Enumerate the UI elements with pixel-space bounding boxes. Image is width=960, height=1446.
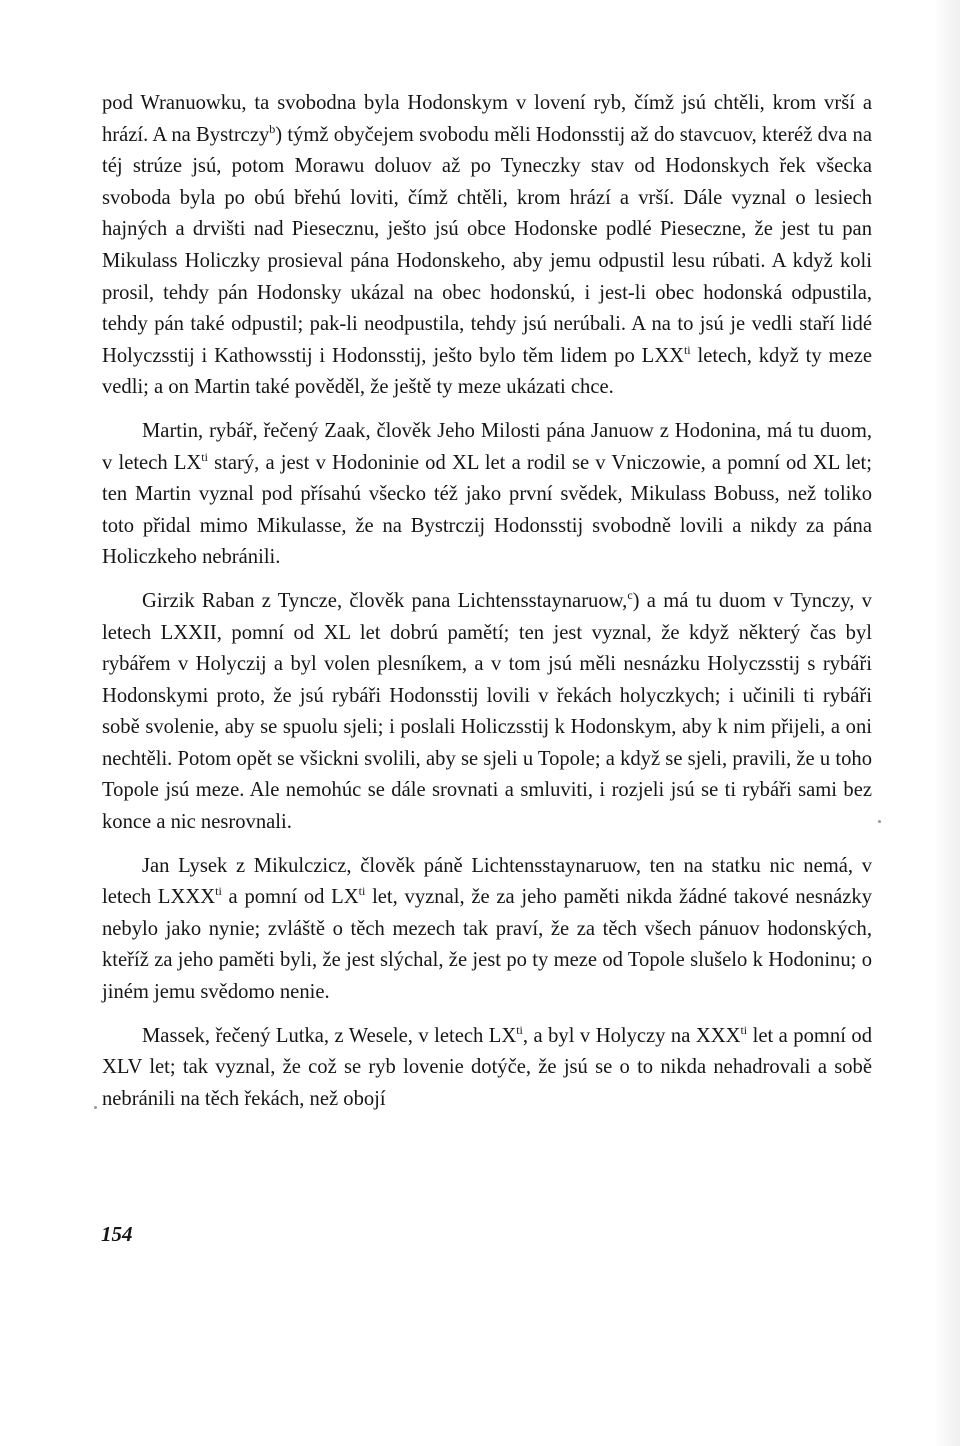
text-run: ) a má tu duom v Tynczy, v letech LXXII, pomní od XL let dobrú pamětí; ten jest vyznal, že když některý čas byl rybářem v Holyczij a byl volen plesníkem, a v tom jsú měli nesnázku Holyczsstij s rybáři Hodonskymi proto, že jsú rybáři Hodonsstij lovili v řekách holyczkych; i učinili ti rybáři sobě svolenie, aby se spuolu sjeli; i poslali Holiczsstij k Hodonskym, aby k nim přijeli, a oni nechtěli. Potom opět se všickni svolili, aby se sjeli u Topole; a když se sjeli, pravili, že u toho Topole jsú meze. Ale nemohúc se dále srovnati a smluviti, i rozjeli jsú se ti rybáři sami bez konce a nic nesrovnali. — [102, 589, 872, 834]
text-run: Jan Lysek z Mikulczicz, člověk páně Lichtensstaynaruow, ten na statku nic nemá, v letech LXXX — [102, 854, 872, 909]
text-run: Girzik Raban z Tyncze, člověk pana Lichtensstaynaruow, — [142, 589, 628, 612]
text-run: a pomní od LX — [221, 886, 359, 909]
text-run: , a byl v Holyczy na XXX — [522, 1024, 741, 1047]
superscript-mark: ti — [358, 884, 366, 899]
paragraph — [102, 88, 872, 404]
paper-speck — [878, 820, 881, 823]
superscript-mark: ti — [740, 1022, 748, 1037]
paragraph — [102, 1021, 872, 1116]
text-run: Massek, řečený Lutka, z Wesele, v letech LX — [142, 1024, 517, 1047]
text-run: Martin, rybář, řečený Zaak, člověk Jeho Milosti pána Januow z Hodonina, má tu duom, v letech LX — [102, 419, 872, 474]
paper-speck — [94, 1106, 97, 1109]
text-run: ) týmž obyčejem svobodu měli Hodonsstij až do stavcuov, kteréž dva na téj strúze jsú, potom Morawu doluov až po Tyneczky stav od Hodonskych řek všecka svoboda byla po obú břehú loviti, čímž chtěli, krom hrází a vrší. Dále vyznal o lesiech hajných a drvišti nad Piesecznu, ješto jsú obce Hodonske podlé Pieseczne, že jest tu pan Mikulass Holiczky prosieval pána Hodonskeho, aby jemu odpustil lesu rúbati. A když koli prosil, tehdy pán Hodonsky ukázal na obec hodonskú, i jest-li obec hodonská odpustila, tehdy pán také odpustil; pak-li neodpustila, tehdy jsú nerúbali. A na to jsú je vedli staří lidé Holyczsstij i Kathowsstij i Hodonsstij, ješto bylo těm lidem po LXX — [102, 123, 872, 367]
page-edge-shadow — [934, 0, 960, 1446]
paragraph — [102, 586, 872, 839]
superscript-mark: c — [627, 588, 633, 603]
superscript-mark: ti — [201, 449, 208, 464]
superscript-mark: b — [269, 121, 276, 136]
page-body — [102, 88, 872, 1127]
superscript-mark: ti — [683, 342, 691, 357]
text-run: let, vyznal, že za jeho paměti nikda žádné takové nesnázky nebylo jako nynie; zvláště o těch mezech tak praví, že za těch všech pánuov hodonských, kteříž za jeho paměti byli, že jest slýchal, že jest po ty meze od Topole slušelo k Hodoninu; o jiném jemu svědomo nenie. — [102, 886, 872, 1004]
text-run: let a pomní od XLV let; tak vyznal, že což se ryb lovenie dotýče, že jsú se o to nikda nehadrovali a sobě nebránili na těch řekách, než obojí — [102, 1024, 872, 1110]
text-run: pod Wranuowku, ta svobodna byla Hodonskym v lovení ryb, čímž jsú chtěli, krom vrší a hrází. A na Bystrczy — [102, 92, 872, 146]
superscript-mark: ti — [215, 884, 222, 899]
paragraph — [102, 416, 872, 574]
superscript-mark: ti — [516, 1022, 523, 1037]
text-run: starý, a jest v Hodoninie od XL let a rodil se v Vniczowie, a pomní od XL let; ten Martin vyznal pod přísahú všecko též jako první svědek, Mikulass Bobuss, než toliko toto přidal mimo Mikulasse, že na Bystrczij Hodonsstij svobodně lovili a nikdy za pána Holiczkeho nebránili. — [102, 451, 873, 569]
text-run: letech, když ty meze vedli; a on Martin také pověděl, že ještě ty meze ukázati chce. — [102, 344, 872, 399]
paragraph — [102, 851, 872, 1009]
page-number: 154 — [101, 1222, 133, 1246]
